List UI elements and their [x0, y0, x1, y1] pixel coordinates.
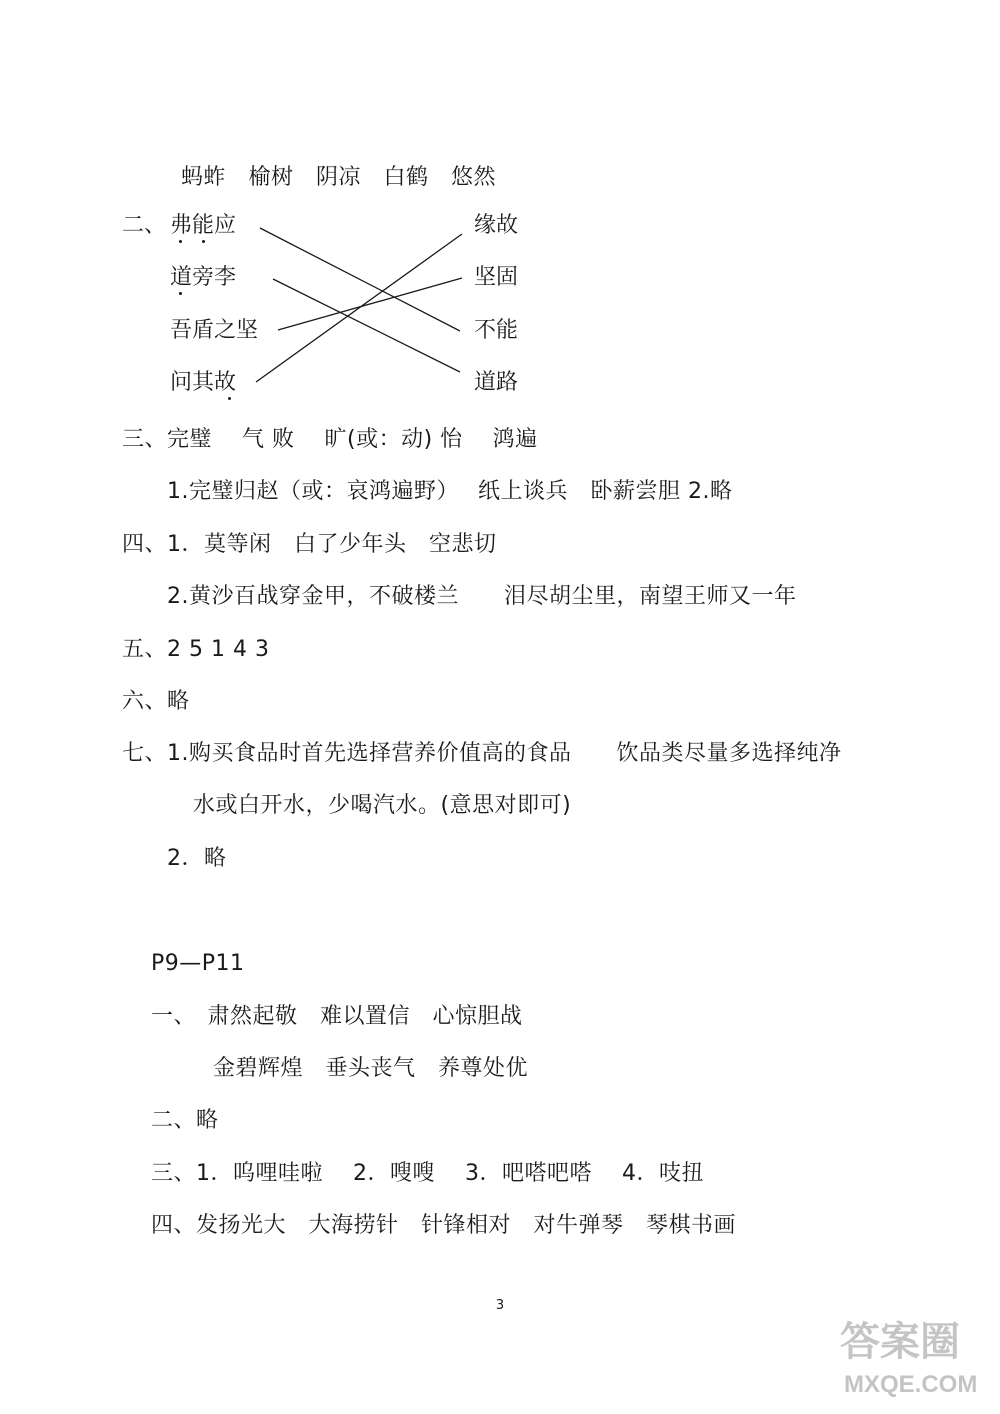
match-left-item: 道旁李 — [170, 265, 237, 290]
watermark-url: MXQE.COM — [844, 1371, 978, 1398]
vocab-line: 蚂蚱 榆树 阴凉 白鹤 悠然 — [181, 165, 497, 190]
connector-line — [260, 228, 460, 331]
section-7-line-2: 水或白开水，少喝汽水。(意思对即可) — [193, 793, 572, 818]
section-3-line-1: 三、完璧 气 败 旷(或：动) 怡 鸿遍 — [122, 427, 538, 452]
part-2-section-1-line-1: 一、 肃然起敬 难以置信 心惊胆战 — [151, 1004, 523, 1029]
page-range-heading: P9—P11 — [151, 951, 245, 976]
section-3-line-2: 1.完璧归赵（或：哀鸿遍野） 纸上谈兵 卧薪尝胆 2.略 — [167, 479, 733, 504]
section-5: 五、2 5 1 4 3 — [122, 637, 270, 662]
part-2-section-2: 二、略 — [151, 1108, 219, 1133]
match-left-item: 问其故 — [170, 370, 237, 395]
connector-line — [278, 278, 462, 330]
watermark-logo-text: 答案圈 — [840, 1320, 960, 1364]
match-left-item: 吾盾之坚 — [170, 318, 259, 343]
connector-line — [256, 234, 462, 382]
part-2-section-1-line-2: 金碧辉煌 垂头丧气 养尊处优 — [213, 1056, 529, 1081]
section-7-line-1: 七、1.购买食品时首先选择营养价值高的食品 饮品类尽量多选择纯净 — [122, 741, 842, 766]
watermark-logo — [836, 1318, 996, 1408]
match-right-item: 坚固 — [474, 265, 519, 290]
match-right-item: 不能 — [474, 318, 519, 343]
section-7-line-3: 2．略 — [167, 846, 227, 871]
part-2-section-4: 四、发扬光大 大海捞针 针锋相对 对牛弹琴 琴棋书画 — [151, 1213, 737, 1238]
section-2-prefix: 二、 — [122, 213, 167, 238]
match-right-item: 缘故 — [474, 213, 519, 238]
section-4-line-1: 四、1．莫等闲 白了少年头 空悲切 — [122, 532, 497, 557]
page-number: 3 — [495, 1298, 505, 1313]
connector-line — [273, 279, 460, 372]
section-6: 六、略 — [122, 689, 190, 714]
section-4-line-2: 2.黄沙百战穿金甲，不破楼兰 泪尽胡尘里，南望王师又一年 — [167, 584, 797, 609]
part-2-section-3: 三、1．呜哩哇啦 2．嗖嗖 3．吧嗒吧嗒 4．吱扭 — [151, 1161, 704, 1186]
match-left-item: 弗能应 — [170, 213, 237, 238]
match-right-item: 道路 — [474, 370, 519, 395]
